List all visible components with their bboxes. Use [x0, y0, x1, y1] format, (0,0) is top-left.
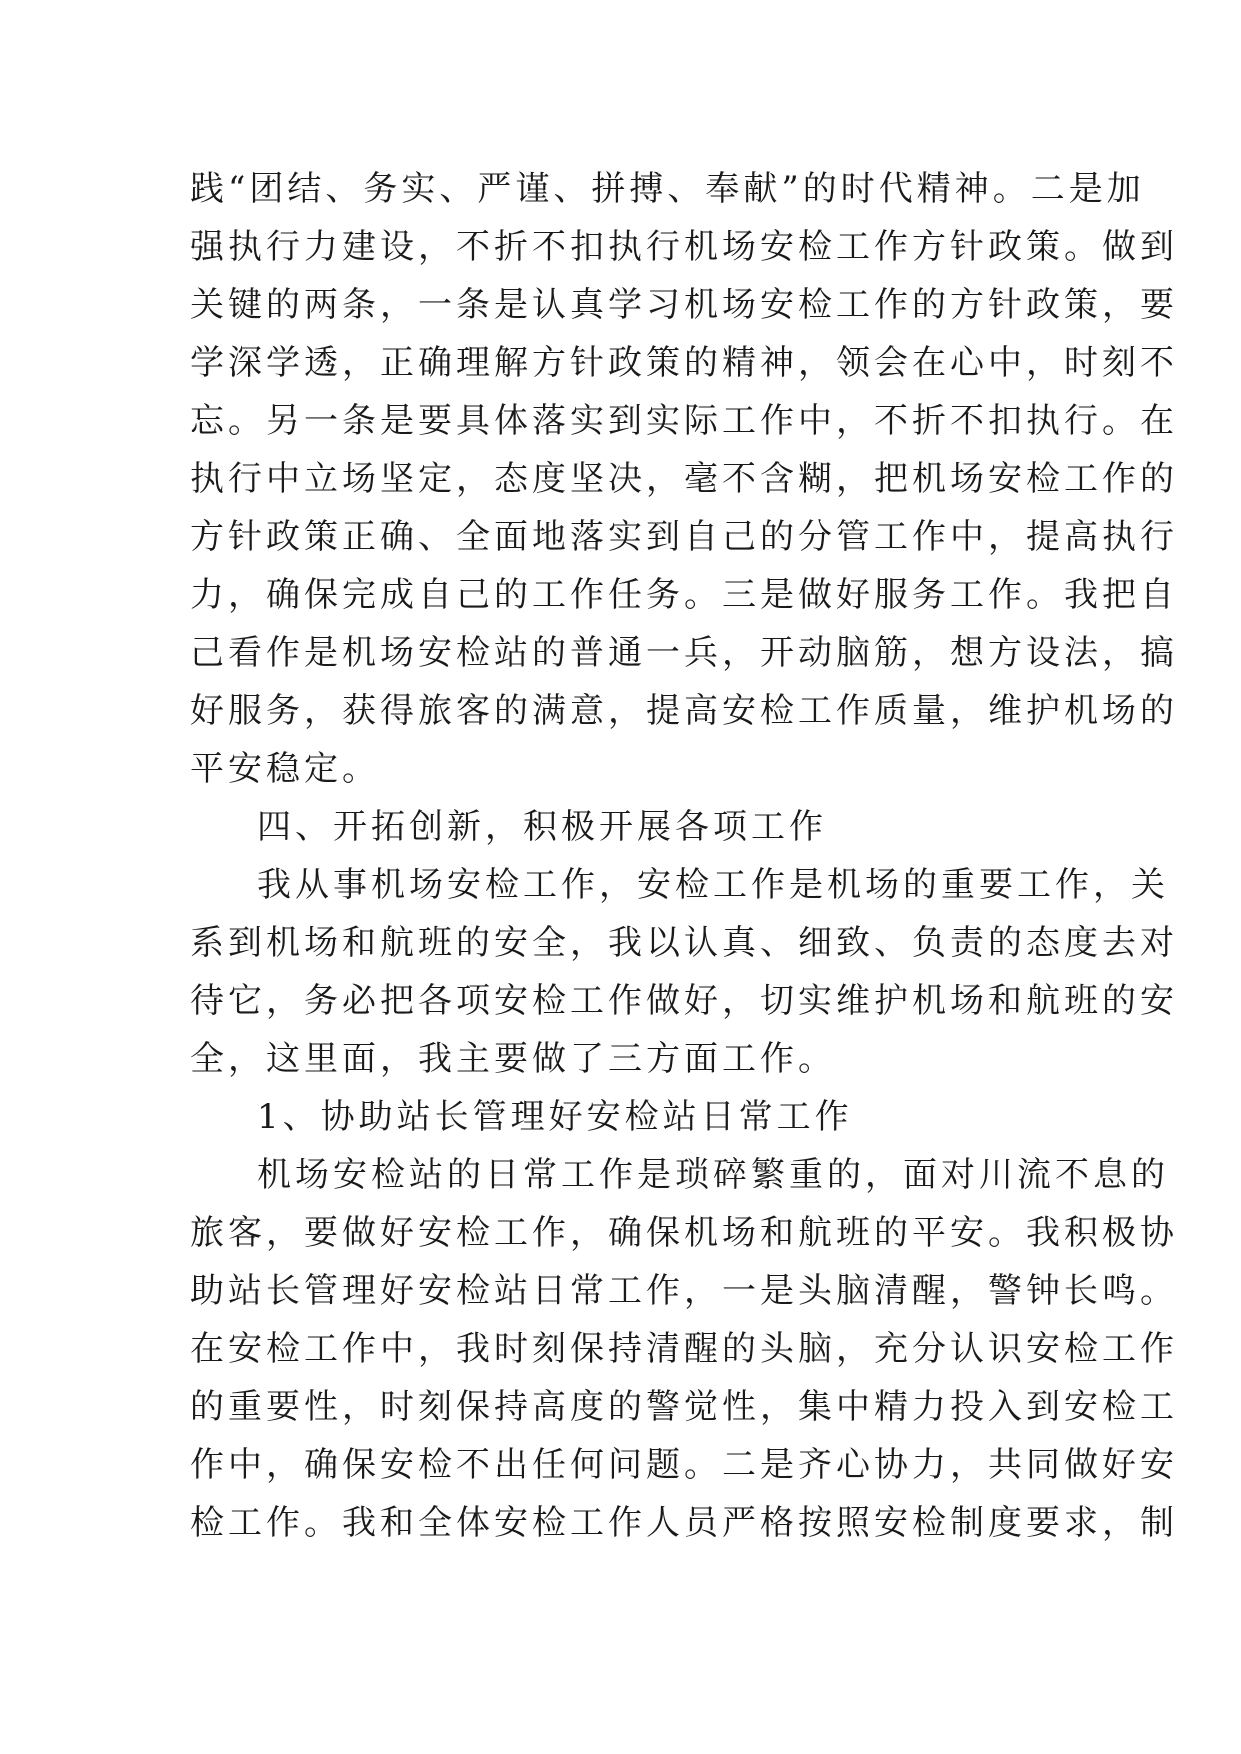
section-heading: 四、开拓创新，积极开展各项工作: [257, 807, 827, 847]
text-line: 践“团结、务实、严谨、拼搏、奉献”的时代精神。二是加: [190, 169, 1145, 209]
text-line: 的重要性，时刻保持高度的警觉性，集中精力投入到安检工: [190, 1387, 1178, 1427]
text-line: 强执行力建设，不折不扣执行机场安检工作方针政策。做到: [190, 227, 1178, 267]
text-line: 我从事机场安检工作，安检工作是机场的重要工作，关: [257, 865, 1169, 905]
text-line: 检工作。我和全体安检工作人员严格按照安检制度要求，制: [190, 1503, 1178, 1543]
text-line: 旅客，要做好安检工作，确保机场和航班的平安。我积极协: [190, 1213, 1178, 1253]
subsection-heading: 1、协助站长管理好安检站日常工作: [257, 1097, 853, 1137]
text-line: 执行中立场坚定，态度坚决，毫不含糊，把机场安检工作的: [190, 459, 1178, 499]
text-line: 助站长管理好安检站日常工作，一是头脑清醒，警钟长鸣。: [190, 1271, 1178, 1311]
text-line: 方针政策正确、全面地落实到自己的分管工作中，提高执行: [190, 517, 1178, 557]
text-line: 关键的两条，一条是认真学习机场安检工作的方针政策，要: [190, 285, 1178, 325]
text-line: 力，确保完成自己的工作任务。三是做好服务工作。我把自: [190, 575, 1178, 615]
text-line: 全，这里面，我主要做了三方面工作。: [190, 1039, 836, 1079]
text-line: 学深学透，正确理解方针政策的精神，领会在心中，时刻不: [190, 343, 1178, 383]
text-line: 在安检工作中，我时刻保持清醒的头脑，充分认识安检工作: [190, 1329, 1178, 1369]
text-line: 作中，确保安检不出任何问题。二是齐心协力，共同做好安: [190, 1445, 1178, 1485]
text-line: 平安稳定。: [190, 749, 380, 789]
text-line: 待它，务必把各项安检工作做好，切实维护机场和航班的安: [190, 981, 1178, 1021]
text-line: 己看作是机场安检站的普通一兵，开动脑筋，想方设法，搞: [190, 633, 1178, 673]
text-line: 机场安检站的日常工作是琐碎繁重的，面对川流不息的: [257, 1155, 1169, 1195]
text-line: 系到机场和航班的安全，我以认真、细致、负责的态度去对: [190, 923, 1178, 963]
text-line: 忘。另一条是要具体落实到实际工作中，不折不扣执行。在: [190, 401, 1178, 441]
text-line: 好服务，获得旅客的满意，提高安检工作质量，维护机场的: [190, 691, 1178, 731]
